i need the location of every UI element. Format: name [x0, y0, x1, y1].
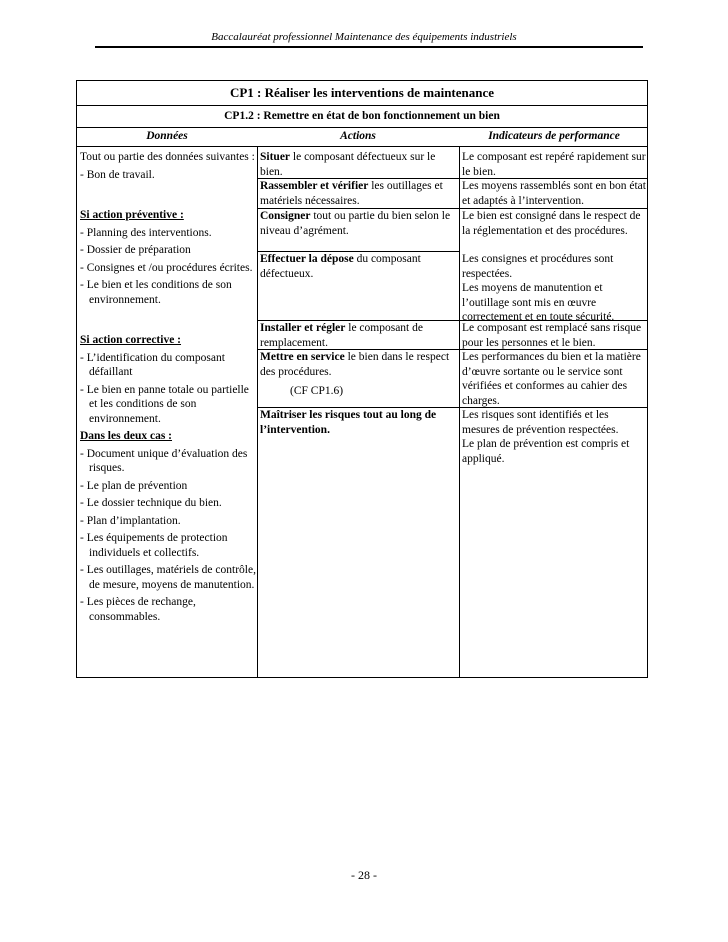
- page-number: - 28 -: [351, 868, 377, 882]
- list-item: - Document unique d’évaluation des risques.: [80, 447, 248, 474]
- both-cases-heading: Dans les deux cas :: [80, 430, 173, 442]
- table-title: CP1 : Réaliser les interventions de maintenance: [77, 81, 647, 106]
- column-header-indicateurs: Indicateurs de performance: [488, 130, 620, 142]
- indicator-line: Les consignes et procédures sont respectées.: [462, 253, 614, 280]
- action-text: du composant défectueux.: [260, 253, 421, 280]
- action-cell: [260, 150, 456, 179]
- action-cell: [260, 252, 456, 281]
- action-verb: Consigner: [260, 210, 311, 222]
- action-verb: Maîtriser les risques tout au long de l’intervention.: [260, 409, 437, 436]
- indicator-line: Les moyens de manutention et l’outillage sont mis en œuvre correctement et en toute sécurité.: [462, 282, 615, 323]
- action-cell: [260, 321, 456, 350]
- action-text: tout ou partie du bien selon le niveau d’agrément.: [260, 210, 451, 237]
- list-item: - Consignes et /ou procédures écrites.: [80, 261, 253, 274]
- list-item: - Les outillages, matériels de contrôle, de mesure, moyens de manutention.: [80, 564, 256, 591]
- action-text: les outillages et matériels nécessaires.: [260, 180, 443, 207]
- list-item: - Le bien en panne totale ou partielle et les conditions de son environnement.: [80, 383, 249, 425]
- action-cell: [260, 209, 456, 238]
- action-verb: Installer et régler: [260, 322, 346, 334]
- donnees-cell: [80, 150, 256, 624]
- list-item: - Le plan de prévention: [80, 479, 188, 492]
- action-cell: [260, 179, 456, 208]
- list-item: - Les équipements de protection individuels et collectifs.: [80, 532, 228, 559]
- column-header-donnees: Données: [146, 130, 188, 142]
- list-item: - Les pièces de rechange, consommables.: [80, 596, 196, 623]
- indicator-cell: Le bien est consigné dans le respect de la réglementation et des procédures.: [462, 210, 641, 237]
- list-item: - Le dossier technique du bien.: [80, 497, 222, 509]
- column-header-rule: [77, 146, 647, 147]
- column-divider-1: [257, 146, 258, 677]
- indicator-cell: Les performances du bien et la matière d’œuvre sortante ou le service sont vérifiées et conformes au cahier des charges.: [462, 351, 641, 407]
- indicator-line: Le plan de prévention est compris et appliqué.: [462, 438, 630, 465]
- table-subtitle: CP1.2 : Remettre en état de bon fonctionnement un bien: [77, 105, 647, 128]
- donnees-intro: Tout ou partie des données suivantes :: [80, 151, 255, 163]
- list-item: - L’identification du composant défaillant: [80, 351, 225, 378]
- corrective-heading: Si action corrective :: [80, 334, 182, 346]
- action-text: le bien dans le respect des procédures.: [260, 351, 450, 378]
- indicator-cell: [462, 408, 646, 466]
- running-header: Baccalauréat professionnel Maintenance des équipements industriels: [211, 31, 517, 43]
- action-text: le composant défectueux sur le bien.: [260, 151, 436, 178]
- action-cell: [260, 408, 456, 437]
- action-verb: Effectuer la dépose: [260, 253, 354, 265]
- indicator-cell: Les moyens rassemblés sont en bon état et adaptés à l’intervention.: [462, 180, 646, 207]
- indicator-line: Les risques sont identifiés et les mesures de prévention respectées.: [462, 409, 619, 436]
- list-item: - Bon de travail.: [80, 168, 155, 181]
- indicator-cell: Le composant est remplacé sans risque pour les personnes et le bien.: [462, 322, 642, 349]
- column-header-actions: Actions: [340, 130, 376, 142]
- indicator-cell: [462, 252, 646, 325]
- list-item: - Plan d’implantation.: [80, 514, 181, 527]
- action-verb: Situer: [260, 151, 291, 163]
- action-text: le composant de remplacement.: [260, 322, 423, 349]
- competence-table: [76, 80, 648, 678]
- action-cell: [260, 350, 456, 399]
- column-divider-2: [459, 146, 460, 677]
- action-verb: Rassembler et vérifier: [260, 180, 369, 192]
- preventive-heading: Si action préventive :: [80, 209, 184, 221]
- header-rule: [95, 46, 643, 48]
- list-item: - Planning des interventions.: [80, 226, 212, 239]
- action-verb: Mettre en service: [260, 351, 345, 363]
- list-item: - Le bien et les conditions de son environnement.: [80, 279, 232, 306]
- indicator-cell: Le composant est repéré rapidement sur le bien.: [462, 151, 646, 178]
- cross-reference-note: (CF CP1.6): [290, 385, 344, 397]
- list-item: - Dossier de préparation: [80, 244, 191, 256]
